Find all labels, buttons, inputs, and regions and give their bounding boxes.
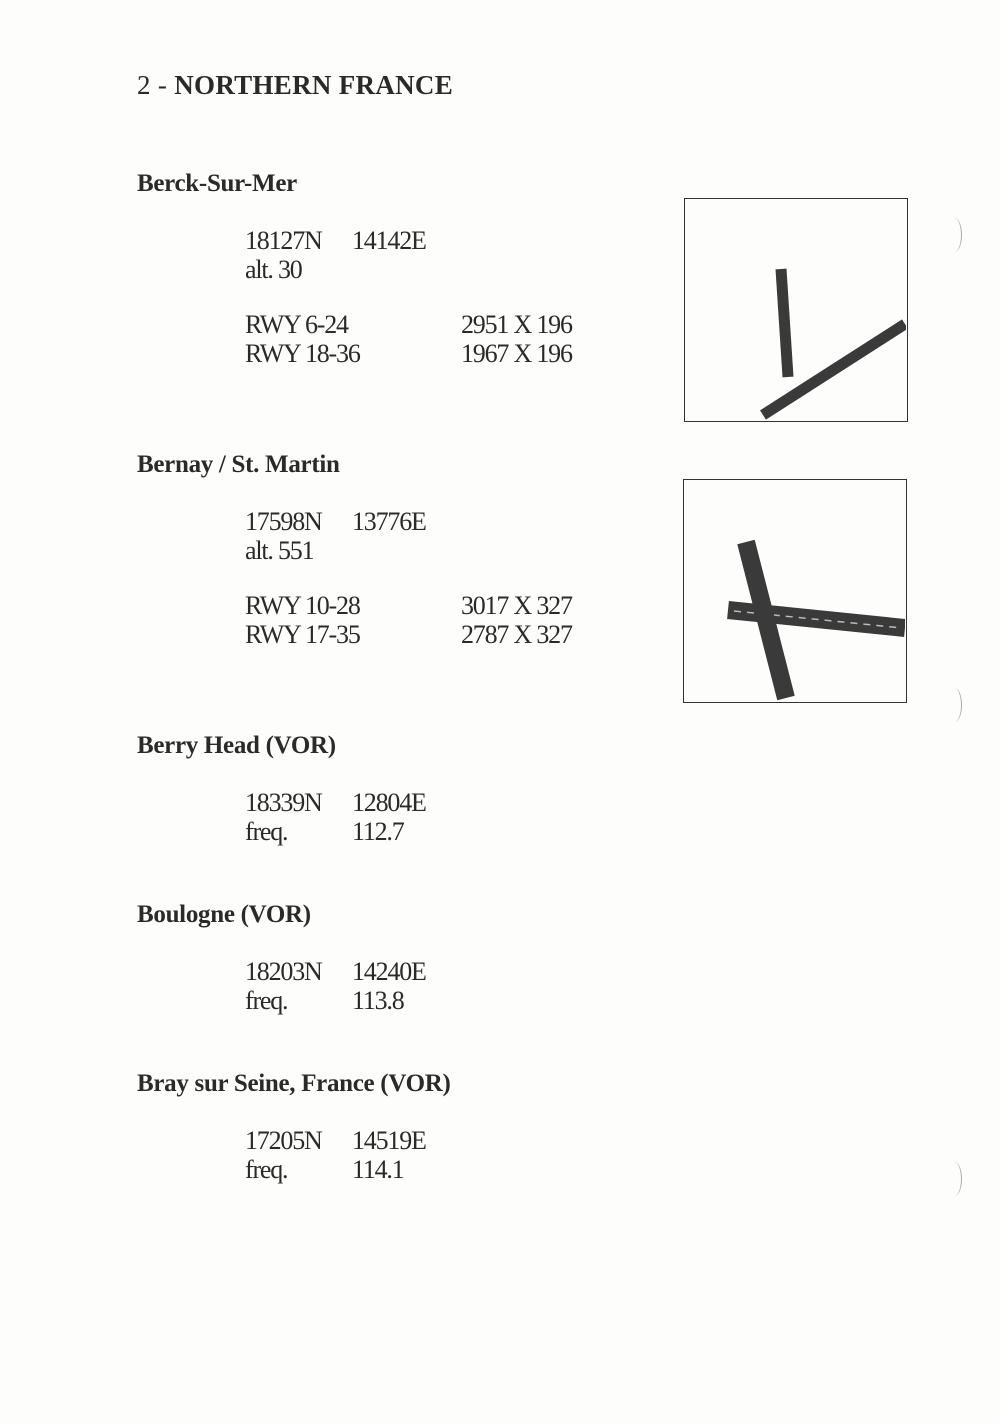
page-heading xyxy=(137,70,453,101)
chapter-number: 2 - xyxy=(137,70,168,100)
freq-label: freq. xyxy=(245,986,288,1015)
runway-18-36 xyxy=(781,269,788,377)
entry-alt: alt. 551 xyxy=(245,536,314,565)
entry-lon: 14142E xyxy=(352,226,426,255)
entry-lon: 14240E xyxy=(352,957,426,986)
entry-title-boulogne: Boulogne (VOR) xyxy=(137,901,311,928)
punch-hole-mark xyxy=(947,218,962,252)
entry-title-bray-sur-seine: Bray sur Seine, France (VOR) xyxy=(137,1070,451,1097)
runway-dims: 2951 X 196 xyxy=(461,310,572,339)
runway-label: RWY 6-24 xyxy=(245,310,348,339)
punch-hole-mark xyxy=(947,1162,962,1196)
entry-lat: 18203N xyxy=(245,957,322,986)
entry-lat: 17598N xyxy=(245,507,322,536)
entry-lat: 18339N xyxy=(245,788,322,817)
entry-alt: alt. 30 xyxy=(245,255,302,284)
entry-lat: 17205N xyxy=(245,1126,322,1155)
runway-diagram-bernay xyxy=(683,479,907,703)
freq-label: freq. xyxy=(245,817,288,846)
runway-diagram-berck xyxy=(684,198,908,422)
runway-dims: 2787 X 327 xyxy=(461,620,572,649)
entry-lon: 14519E xyxy=(352,1126,426,1155)
runway-label: RWY 17-35 xyxy=(245,620,360,649)
runway-label: RWY 18-36 xyxy=(245,339,360,368)
punch-hole-mark xyxy=(947,688,962,722)
entry-lat: 18127N xyxy=(245,226,322,255)
entry-lon: 13776E xyxy=(352,507,426,536)
runway-dims: 3017 X 327 xyxy=(461,591,572,620)
entry-title-bernay: Bernay / St. Martin xyxy=(137,451,340,478)
entry-title-berck: Berck-Sur-Mer xyxy=(137,170,297,197)
runway-label: RWY 10-28 xyxy=(245,591,360,620)
freq-label: freq. xyxy=(245,1155,288,1184)
freq-value: 112.7 xyxy=(352,817,404,846)
entry-title-berry-head: Berry Head (VOR) xyxy=(137,732,336,759)
freq-value: 114.1 xyxy=(352,1155,404,1184)
freq-value: 113.8 xyxy=(352,986,404,1015)
entry-lon: 12804E xyxy=(352,788,426,817)
chapter-title: NORTHERN FRANCE xyxy=(174,70,454,100)
runway-dims: 1967 X 196 xyxy=(461,339,572,368)
